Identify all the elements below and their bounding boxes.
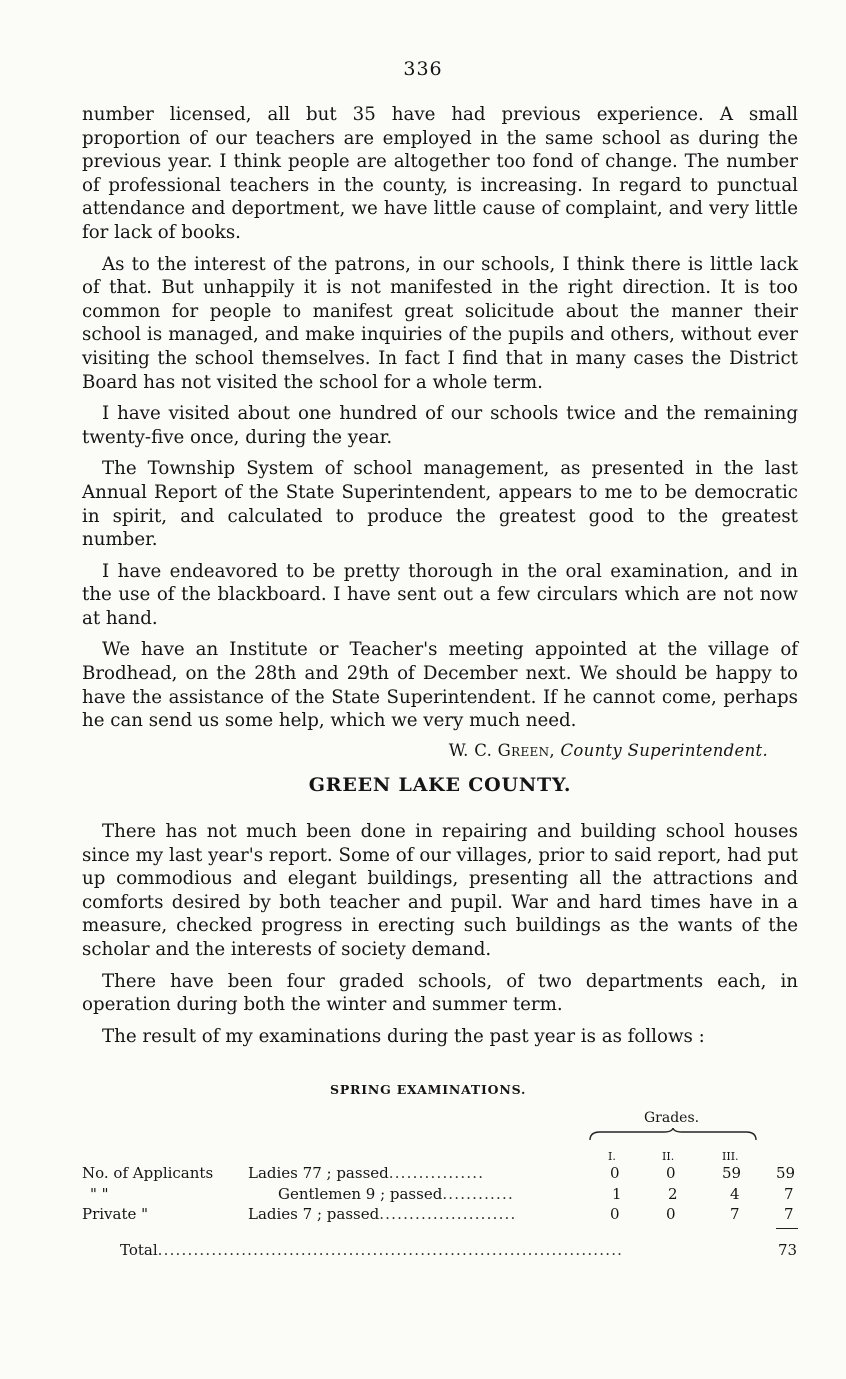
- grade-value: 0: [610, 1205, 620, 1223]
- green-lake-body: [82, 820, 798, 1056]
- grade-value: 59: [722, 1164, 742, 1182]
- grade-header: III.: [722, 1150, 739, 1163]
- row-label: No. of Applicants: [82, 1164, 214, 1182]
- paragraph: I have visited about one hundred of our schools twice and the remaining twenty-five once, during the year.: [82, 403, 798, 448]
- page-number: 336: [403, 58, 443, 80]
- total-label: Total..............................................................................: [120, 1241, 624, 1259]
- exam-table-title: SPRING EXAMINATIONS.: [330, 1082, 527, 1097]
- green-lake-section: [82, 774, 798, 796]
- section-heading: GREEN LAKE COUNTY.: [308, 774, 572, 796]
- row-description: Ladies 7 ; passed.......................: [248, 1205, 517, 1223]
- grades-brace: [588, 1128, 758, 1142]
- grade-header: II.: [662, 1150, 675, 1163]
- report-body: [82, 103, 798, 760]
- row-total: 59: [776, 1164, 796, 1182]
- grade-value: 1: [612, 1185, 622, 1203]
- grades-label: Grades.: [644, 1110, 700, 1126]
- paragraph: number licensed, all but 35 have had previous experience. A small proportion of our teachers are employed in the same school as during the previous year. I think people are altogether too fond of change. The number of professional teachers in the county, is increasing. In regard to punctual attendance and deportment, we have little cause of complaint, and very little for lack of books.: [82, 104, 798, 243]
- row-label: Private ": [82, 1205, 149, 1223]
- grade-value: 0: [666, 1164, 676, 1182]
- row-total: 7: [784, 1185, 794, 1203]
- grade-value: 7: [730, 1205, 740, 1223]
- total-rule: [776, 1228, 798, 1229]
- grade-value: 4: [730, 1185, 740, 1203]
- row-description: Ladies 77 ; passed................: [248, 1164, 485, 1182]
- grade-header: I.: [608, 1150, 616, 1163]
- paragraph: There has not much been done in repairing and building school houses since my last year's report. Some of our villages, prior to said report, had put up commodious and elegant buildings, presenting all the attractions and comforts desired by both teacher and pupil. War and hard times have in a measure, checked progress in erecting such buildings as the wants of the scholar and the interests of society demand.: [82, 821, 798, 960]
- signature-title: County Superintendent.: [560, 740, 768, 760]
- total-value: 73: [778, 1241, 798, 1259]
- grade-value: 0: [666, 1205, 676, 1223]
- paragraph: The Township System of school management, as presented in the last Annual Report of the State Superintendent, appears to me to be democratic in spirit, and calculated to produce the greatest good to the greatest number.: [82, 458, 798, 551]
- paragraph: I have endeavored to be pretty thorough in the oral examination, and in the use of the blackboard. I have sent out a few circulars which are not now at hand.: [82, 560, 798, 629]
- row-total: 7: [784, 1205, 794, 1223]
- paragraph: We have an Institute or Teacher's meeting appointed at the village of Brodhead, on the 28th and 29th of December next. We should be happy to have the assistance of the State Superintendent. If he cannot come, perhaps he can send us some help, which we very much need.: [82, 639, 798, 732]
- signature-name: W. C. Green,: [448, 740, 555, 760]
- grade-value: 2: [668, 1185, 678, 1203]
- grade-value: 0: [610, 1164, 620, 1182]
- paragraph: There have been four graded schools, of two departments each, in operation during both the winter and summer term.: [82, 970, 798, 1016]
- paragraph: As to the interest of the patrons, in our schools, I think there is little lack of that. But unhappily it is not manifested in the right direction. It is too common for people to manifest great solicitude about the manner their school is managed, and make inquiries of the pupils and others, without ever visiting the school themselves. In fact I find that in many cases the District Board has not visited the school for a whole term.: [82, 253, 798, 393]
- row-description: Gentlemen 9 ; passed............: [278, 1185, 514, 1203]
- paragraph: The result of my examinations during the past year is as follows :: [102, 1025, 705, 1047]
- signature: [82, 741, 768, 760]
- row-label: " ": [90, 1185, 109, 1203]
